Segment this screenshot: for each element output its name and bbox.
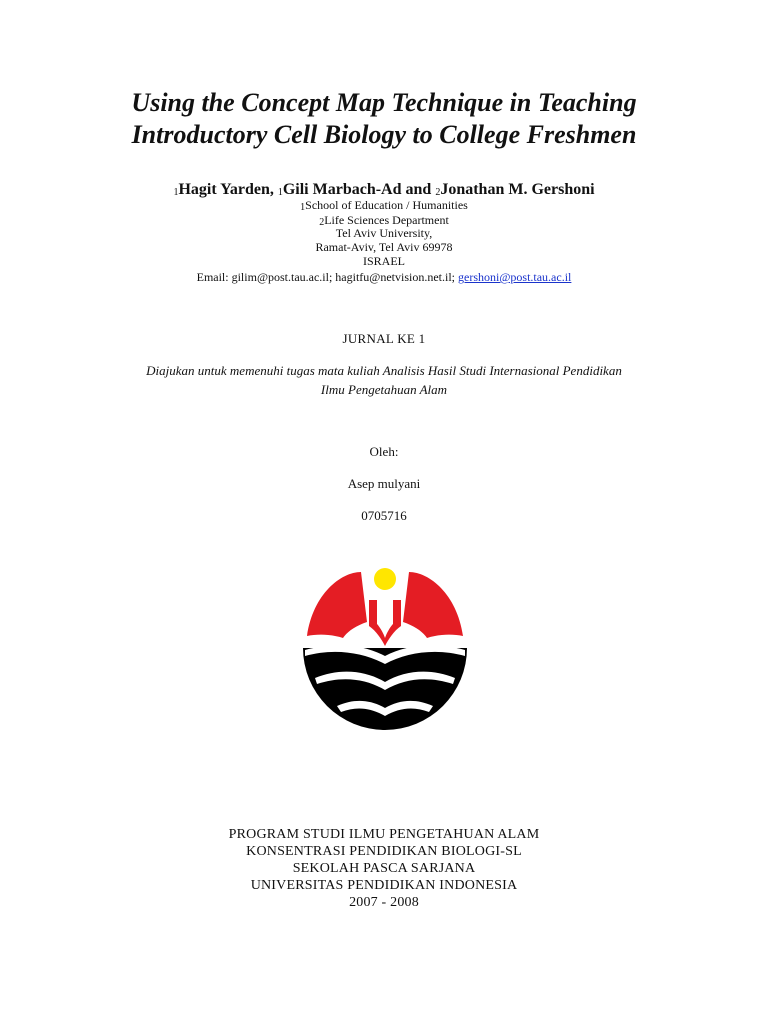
- author-2-affiliation-mark: 1: [277, 187, 283, 198]
- student-name: Asep mulyani: [347, 476, 421, 491]
- purpose-statement: [0, 361, 768, 399]
- program-line-3: SEKOLAH PASCA SARJANA: [292, 861, 476, 876]
- jurnal-heading: JURNAL KE 1: [342, 331, 426, 346]
- address-line-2: Ramat-Aviv, Tel Aviv 69978: [315, 240, 453, 254]
- email-line: [0, 270, 768, 284]
- author-1-affiliation-mark: 1: [173, 187, 179, 198]
- author-3-name: Jonathan M. Gershoni: [440, 181, 595, 198]
- affiliation-1-mark: 1: [300, 202, 306, 213]
- affiliation-2-mark: 2: [319, 217, 325, 228]
- emblem-red-left: [307, 572, 367, 638]
- program-line-4: UNIVERSITAS PENDIDIKAN INDONESIA: [250, 878, 518, 893]
- purpose-line-2: Ilmu Pengetahuan Alam: [320, 382, 448, 397]
- author-2-name: Gili Marbach-Ad and: [282, 181, 436, 198]
- emblem-yellow-sun: [374, 568, 396, 590]
- program-line-1: PROGRAM STUDI ILMU PENGETAHUAN ALAM: [228, 827, 540, 842]
- university-emblem-logo: [303, 566, 467, 730]
- address-line-1: Tel Aviv University,: [335, 226, 433, 240]
- affiliation-2-text: Life Sciences Department: [324, 213, 449, 227]
- program-line-2: KONSENTRASI PENDIDIKAN BIOLOGI-SL: [246, 844, 522, 859]
- author-3-affiliation-mark: 2: [435, 187, 441, 198]
- purpose-line-1: Diajukan untuk memenuhi tugas mata kuliah Analisis Hasil Studi Internasional Pendidikan: [146, 363, 622, 378]
- email-prefix: Email: gilim@post.tau.ac.il; hagitfu@netvision.net.il;: [196, 270, 459, 284]
- program-block: [0, 826, 768, 911]
- email-link[interactable]: gershoni@post.tau.ac.il: [458, 270, 572, 284]
- title-line-2: Introductory Cell Biology to College Freshmen: [131, 120, 637, 149]
- affiliation-1-text: School of Education / Humanities: [305, 198, 468, 212]
- student-id: 0705716: [361, 508, 407, 523]
- program-years: 2007 - 2008: [349, 895, 419, 910]
- paper-title: [0, 87, 768, 151]
- by-label: Oleh:: [369, 444, 399, 459]
- emblem-red-center: [369, 600, 401, 646]
- emblem-red-right: [403, 572, 463, 638]
- address-country: ISRAEL: [363, 254, 405, 268]
- affiliation-1: [0, 199, 768, 214]
- author-1-name: Hagit Yarden,: [178, 181, 278, 198]
- title-line-1: Using the Concept Map Technique in Teaching: [131, 88, 637, 117]
